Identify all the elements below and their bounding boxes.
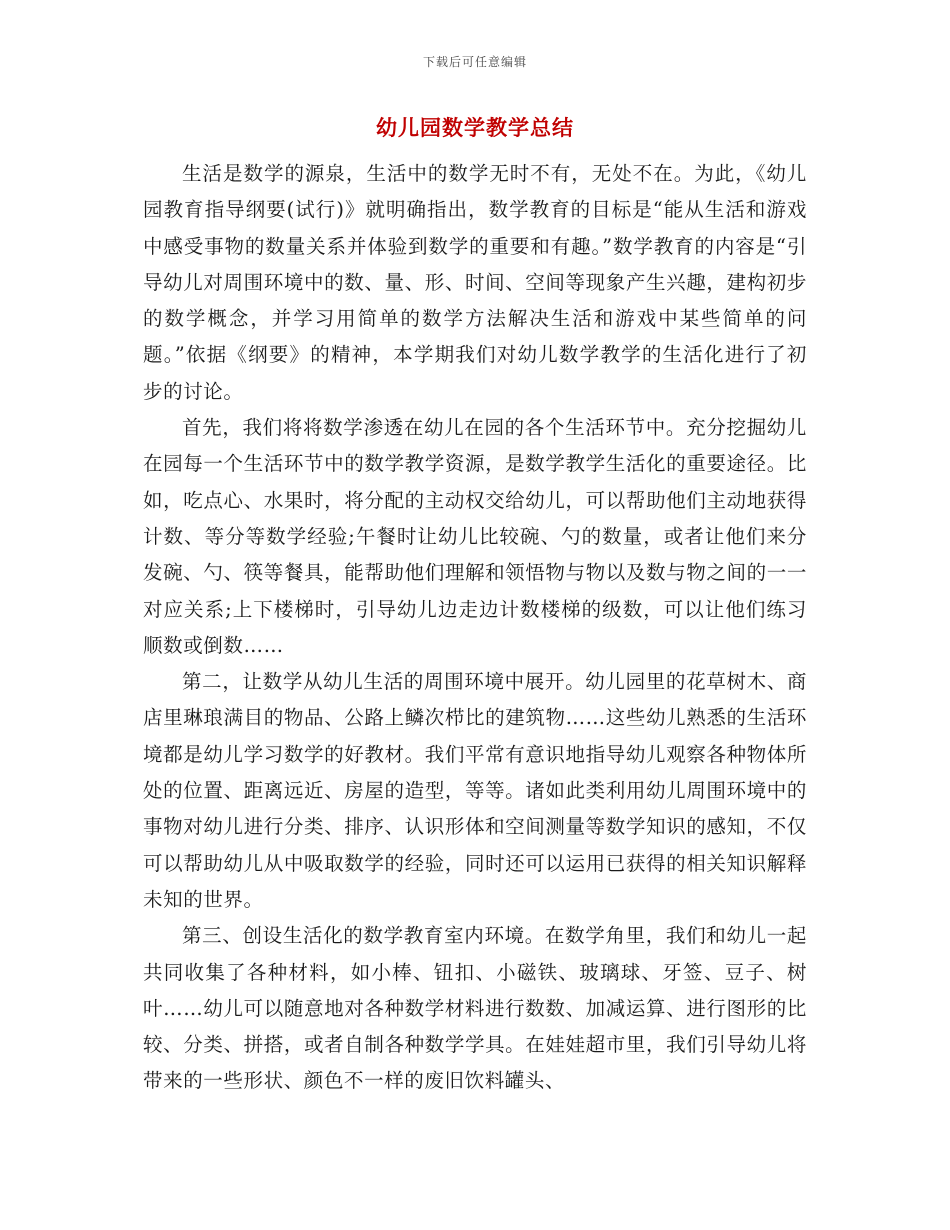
paragraph-second: 第二，让数学从幼儿生活的周围环境中展开。幼儿园里的花草树木、商店里琳琅满目的物品、公路上鳞次栉比的建筑物……这些幼儿熟悉的生活环境都是幼儿学习数学的好教材。我们平常有意识地指导幼儿观察各种物体所处的位置、距离远近、房屋的造型，等等。诸如此类利用幼儿周围环境中的事物对幼儿进行分类、排序、认识形体和空间测量等数学知识的感知，不仅可以帮助幼儿从中吸取数学的经验，同时还可以运用已获得的相关知识解释未知的世界。 xyxy=(143,670,807,911)
document-title: 幼儿园数学教学总结 xyxy=(376,115,574,140)
document-body xyxy=(143,156,807,1100)
header-note: 下载后可任意编辑 xyxy=(422,55,527,69)
paragraph-intro: 生活是数学的源泉，生活中的数学无时不有，无处不在。为此，《幼儿园教育指导纲要(试行)》就明确指出，数学教育的目标是“能从生活和游戏中感受事物的数量关系并体验到数学的重要和有趣。”数学教育的内容是“引导幼儿对周围环境中的数、量、形、时间、空间等现象产生兴趣，建构初步的数学概念，并学习用简单的数学方法解决生活和游戏中某些简单的问题。”依据《纲要》的精神，本学期我们对幼儿数学教学的生活化进行了初步的讨论。 xyxy=(143,162,807,403)
paragraph-third: 第三、创设生活化的数学教育室内环境。在数学角里，我们和幼儿一起共同收集了各种材料，如小棒、钮扣、小磁铁、玻璃球、牙签、豆子、树叶……幼儿可以随意地对各种数学材料进行数数、加减运算、进行图形的比较、分类、拼搭，或者自制各种数学学具。在娃娃超市里，我们引导幼儿将带来的一些形状、颜色不一样的废旧饮料罐头、 xyxy=(143,924,807,1093)
paragraph-first: 首先，我们将将数学渗透在幼儿在园的各个生活环节中。充分挖掘幼儿在园每一个生活环节中的数学教学资源，是数学教学生活化的重要途径。比如，吃点心、水果时，将分配的主动权交给幼儿，可以帮助他们主动地获得计数、等分等数学经验;午餐时让幼儿比较碗、勺的数量，或者让他们来分发碗、勺、筷等餐具，能帮助他们理解和领悟物与物以及数与物之间的一一对应关系;上下楼梯时，引导幼儿边走边计数楼梯的级数，可以让他们练习顺数或倒数…… xyxy=(143,416,807,657)
